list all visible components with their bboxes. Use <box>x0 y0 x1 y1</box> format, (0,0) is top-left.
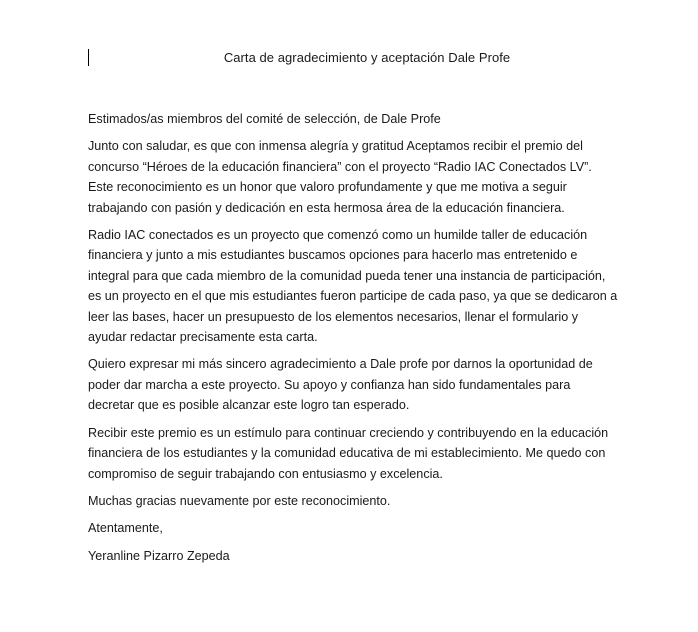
paragraph-2: Radio IAC conectados es un proyecto que comenzó como un humilde taller de educación financiera y junto a mis estudiantes buscamos opciones para hacerlo mas entretenido e integral para que cada miembro de la comunidad pueda tener una instancia de participación, es un proyecto en el que mis estudiantes fueron participe de cada paso, ya que se dedicaron a leer las bases, hacer un presupuesto de los elementos necesarios, llenar el formulario y ayudar redactar precisamente esta carta. <box>88 228 618 345</box>
document-body <box>88 109 618 573</box>
signature: Yeranline Pizarro Zepeda <box>88 548 230 563</box>
paragraph-3: Quiero expresar mi más sincero agradecimiento a Dale profe por darnos la oportunidad de poder dar marcha a este proyecto. Su apoyo y confianza han sido fundamentales para decretar que es posible alcanzar este logro tan esperado. <box>88 357 593 413</box>
document-title: Carta de agradecimiento y aceptación Dale Profe <box>223 50 511 65</box>
paragraph-1: Junto con saludar, es que con inmensa alegría y gratitud Aceptamos recibir el premio del concurso “Héroes de la educación financiera” con el proyecto “Radio IAC Conectados LV”. Este reconocimiento es un honor que valoro profundamente y que me motiva a seguir trabajando con pasión y dedicación en esta hermosa área de la educación financiera. <box>88 139 592 215</box>
closing: Atentamente, <box>88 521 163 536</box>
paragraph-4: Recibir este premio es un estímulo para continuar creciendo y contribuyendo en la educación financiera de los estudiantes y la comunidad educativa de mi establecimiento. Me quedo con compromiso de seguir trabajando con entusiasmo y excelencia. <box>88 425 609 481</box>
thanks-line: Muchas gracias nuevamente por este reconocimiento. <box>88 493 391 508</box>
salutation: Estimados/as miembros del comité de selección, de Dale Profe <box>88 112 441 126</box>
